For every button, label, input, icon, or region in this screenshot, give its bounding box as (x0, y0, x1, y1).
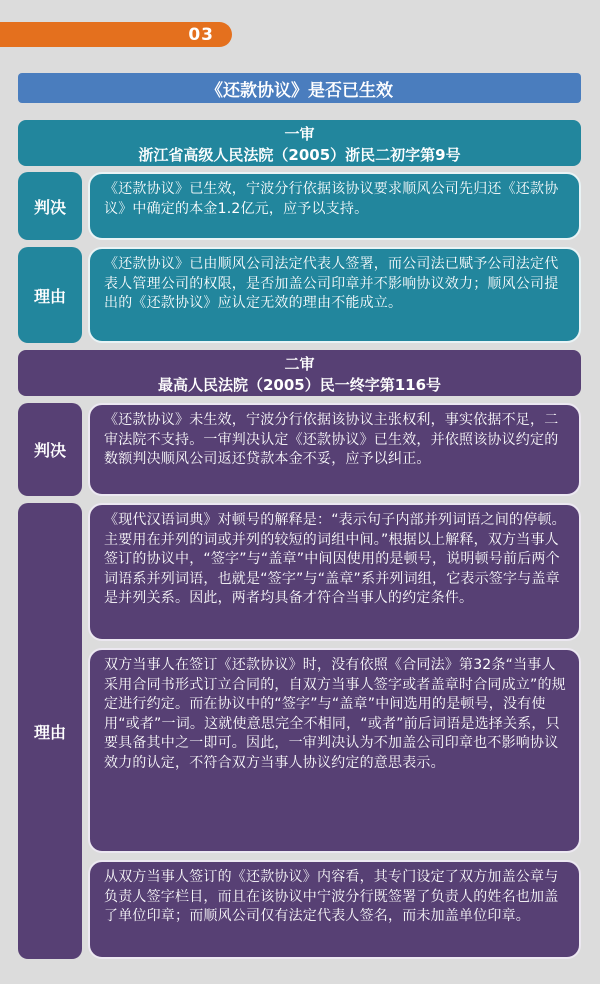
second-trial-heading: 二审 (284, 355, 315, 373)
section-number-badge (0, 22, 232, 47)
second-trial-reason-text-1: 《现代汉语词典》对顿号的解释是：“表示句子内部并列词语之间的停顿。主要用在并列的词或并列的较短的词组中间。”根据以上解释，双方当事人签订的协议中，“签字”与“盖章”中间因使用的是顿号，说明顿号前后两个词语系并列词语，也就是“签字”与“盖章”系并列词组，它表示签字与盖章是并列关系。因此，两者均具备才符合当事人的约定条件。 (88, 503, 581, 641)
first-trial-reason-text: 《还款协议》已由顺风公司法定代表人签署，而公司法已赋予公司法定代表人管理公司的权限，是否加盖公司印章并不影响协议效力；顺风公司提出的《还款协议》应认定无效的理由不能成立。 (88, 247, 581, 343)
second-trial-reason-label: 理由 (18, 503, 82, 959)
first-trial-judgment-label: 判决 (18, 172, 82, 240)
second-trial-case: 最高人民法院（2005）民一终字第116号 (157, 376, 442, 394)
second-trial-judgment-label: 判决 (18, 403, 82, 496)
second-trial-reason-text-2: 双方当事人在签订《还款协议》时，没有依照《合同法》第32条“当事人采用合同书形式订立合同的，自双方当事人签字或者盖章时合同成立”的规定进行约定。而在协议中的“签字”与“盖章”中间选用的是顿号，没有使用“或者”一词。这就使意思完全不相同，“或者”前后词语是选择关系，只要具备其中之一即可。因此，一审判决认为不加盖公司印章也不影响协议效力的认定，不符合双方当事人协议约定的意思表示。 (88, 648, 581, 853)
first-trial-judgment-text: 《还款协议》已生效，宁波分行依据该协议要求顺风公司先归还《还款协议》中确定的本金1.2亿元，应予以支持。 (88, 172, 581, 240)
second-trial-judgment-text: 《还款协议》未生效，宁波分行依据该协议主张权利，事实依据不足，二审法院不支持。一审判决认定《还款协议》已生效，并依照该协议约定的数额判决顺风公司返还贷款本金不妥，应予以纠正。 (88, 403, 581, 496)
section-number: 03 (188, 24, 214, 45)
first-trial-heading: 一审 (284, 125, 315, 143)
first-trial-case: 浙江省高级人民法院（2005）浙民二初字第9号 (138, 146, 461, 164)
second-trial-reason-text-3: 从双方当事人签订的《还款协议》内容看，其专门设定了双方加盖公章与负责人签字栏目，而且在该协议中宁波分行既签署了负责人的姓名也加盖了单位印章；而顺风公司仅有法定代表人签名，而未加盖单位印章。 (88, 860, 581, 959)
first-trial-header (18, 120, 581, 166)
second-trial-header (18, 350, 581, 396)
first-trial-reason-label: 理由 (18, 247, 82, 343)
page-title: 《还款协议》是否已生效 (18, 73, 581, 103)
